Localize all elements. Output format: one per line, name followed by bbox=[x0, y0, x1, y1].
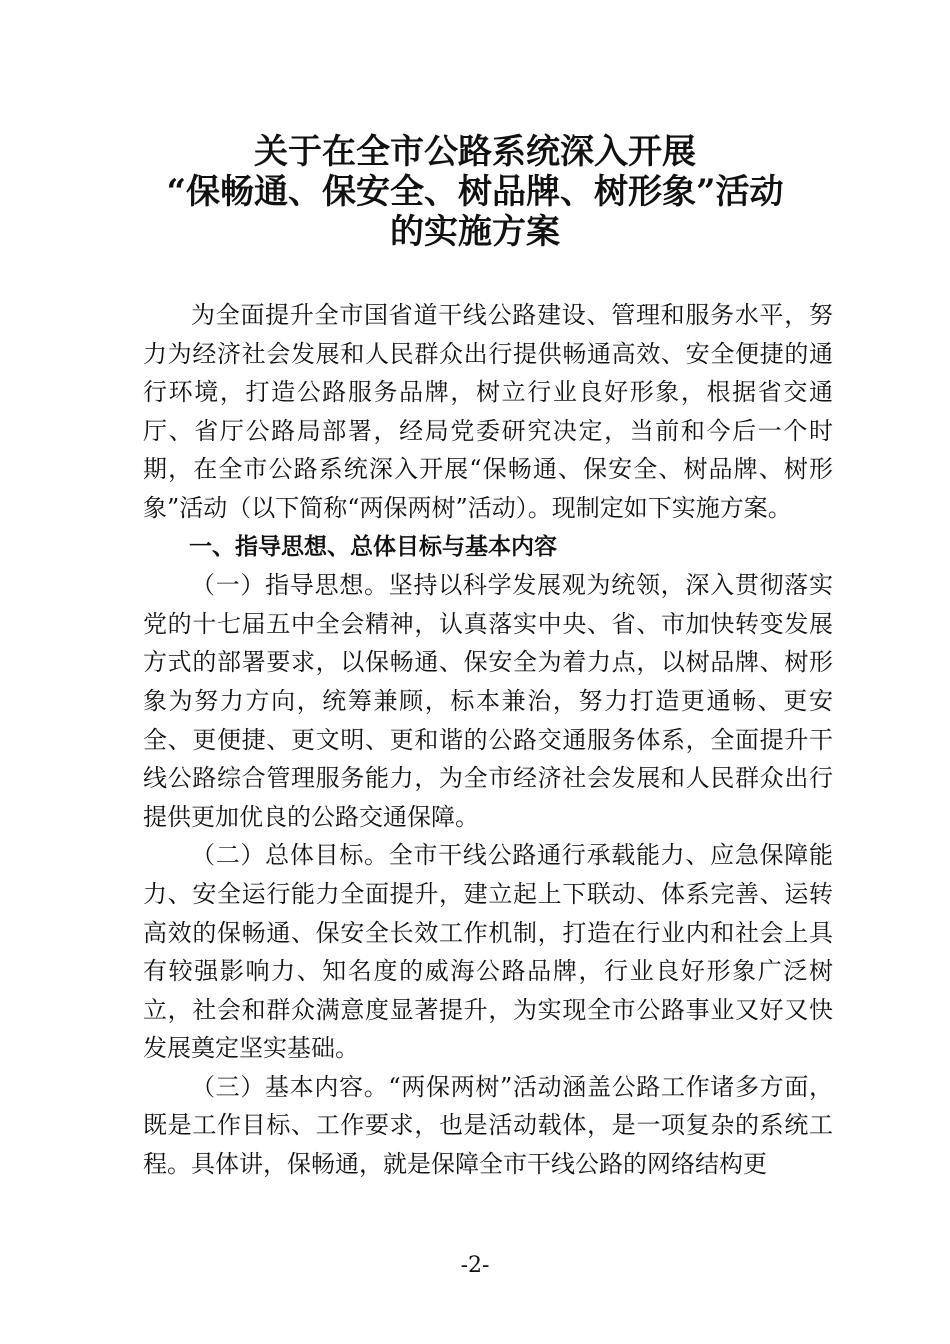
paragraph-basic-content: （三）基本内容。“两保两树”活动涵盖公路工作诸多方面，既是工作目标、工作要求，也是活动载体，是一项复杂的系统工程。具体讲，保畅通，就是保障全市干线公路的网络结构更 bbox=[143, 1072, 833, 1179]
title-line-3: 的实施方案 bbox=[390, 212, 560, 252]
title-line-2: “保畅通、保安全、树品牌、树形象”活动 bbox=[166, 172, 784, 212]
page-number: -2- bbox=[460, 1253, 490, 1278]
document-body bbox=[143, 296, 833, 1184]
section-heading-1: 一、指导思想、总体目标与基本内容 bbox=[189, 533, 557, 560]
intro-paragraph: 为全面提升全市国省道干线公路建设、管理和服务水平，努力为经济社会发展和人民群众出行提供畅通高效、安全便捷的通行环境，打造公路服务品牌，树立行业良好形象，根据省交通厅、省厅公路局部署，经局党委研究决定，当前和今后一个时期，在全市公路系统深入开展“保畅通、保安全、树品牌、树形象”活动（以下简称“两保两树”活动）。现制定如下实施方案。 bbox=[143, 301, 833, 522]
paragraph-overall-goal: （二）总体目标。全市干线公路通行承载能力、应急保障能力、安全运行能力全面提升，建立起上下联动、体系完善、运转高效的保畅通、保安全长效工作机制，打造在行业内和社会上具有较强影响力、知名度的威海公路品牌，行业良好形象广泛树立，社会和群众满意度显著提升，为实现全市公路事业又好又快发展奠定坚实基础。 bbox=[143, 841, 833, 1063]
title-line-1: 关于在全市公路系统深入开展 bbox=[254, 132, 696, 172]
document-title bbox=[120, 132, 830, 252]
paragraph-guiding-ideology: （一）指导思想。坚持以科学发展观为统领，深入贯彻落实党的十七届五中全会精神，认真落实中央、省、市加快转变发展方式的部署要求，以保畅通、保安全为着力点，以树品牌、树形象为努力方向，统筹兼顾，标本兼治，努力打造更通畅、更安全、更便捷、更文明、更和谐的公路交通服务体系，全面提升干线公路综合管理服务能力，为全市经济社会发展和人民群众出行提供更加优良的公路交通保障。 bbox=[143, 571, 833, 831]
